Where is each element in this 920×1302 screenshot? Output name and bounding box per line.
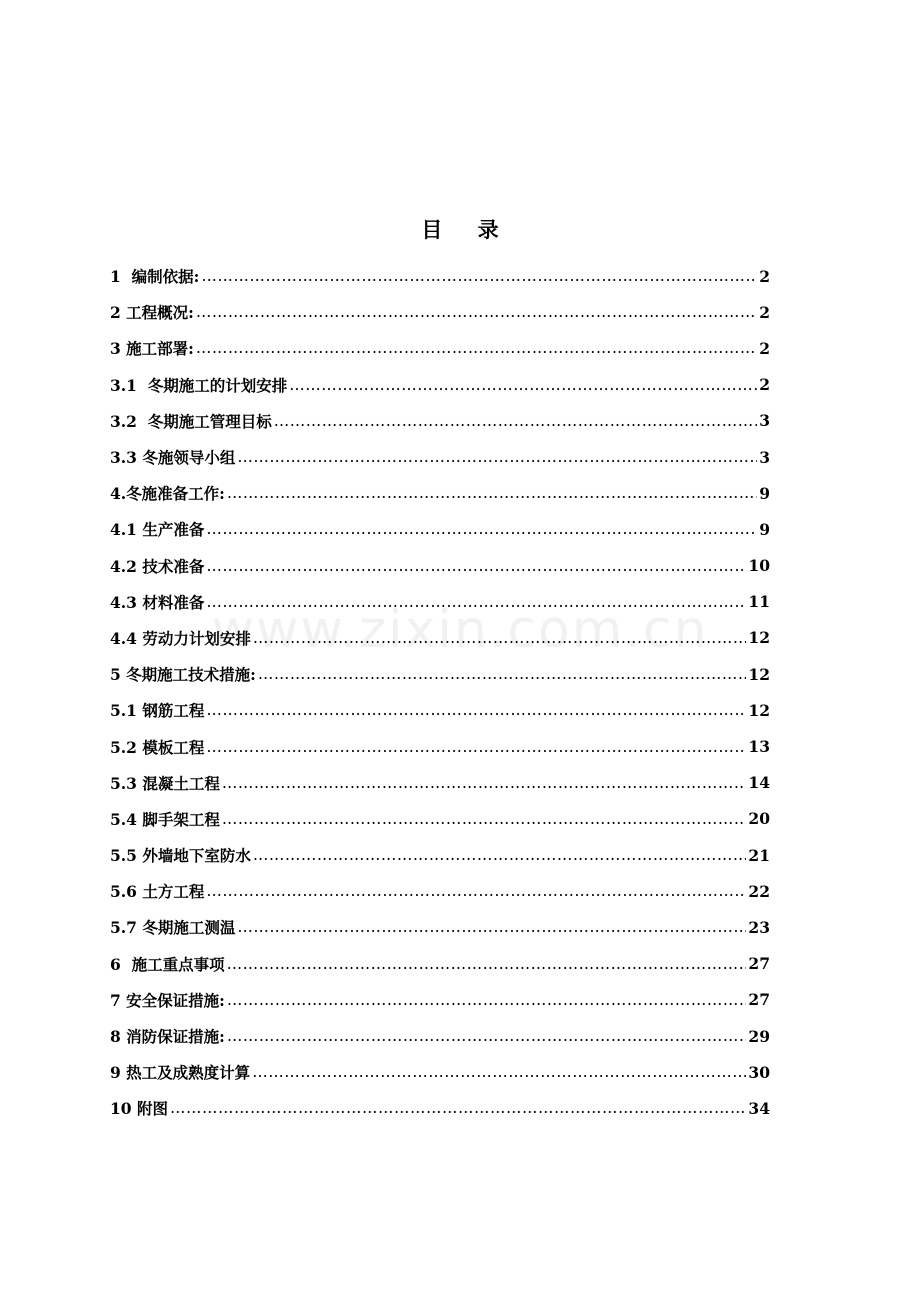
toc-entry-label: 5.2 模板工程 bbox=[110, 737, 205, 757]
toc-page-number: 20 bbox=[748, 809, 770, 829]
leader-dots bbox=[227, 991, 747, 1009]
toc-page-number: 12 bbox=[748, 628, 770, 648]
toc-page-number: 2 bbox=[759, 338, 770, 358]
leader-dots bbox=[237, 918, 746, 936]
leader-dots bbox=[196, 339, 757, 357]
toc-entry[interactable] bbox=[110, 330, 770, 366]
toc-entry-label: 2 工程概况: bbox=[110, 303, 194, 323]
toc-entry-label: 1 编制依据: bbox=[110, 267, 200, 287]
leader-dots bbox=[252, 1063, 746, 1081]
toc-page-number: 12 bbox=[748, 664, 770, 684]
toc-page-number: 11 bbox=[748, 592, 770, 612]
toc-page-number: 2 bbox=[759, 266, 770, 286]
leader-dots bbox=[170, 1099, 746, 1117]
toc-page-number: 9 bbox=[759, 519, 770, 539]
table-of-contents bbox=[110, 258, 770, 1127]
toc-entry[interactable] bbox=[110, 837, 770, 873]
toc-page-number: 3 bbox=[759, 411, 770, 431]
toc-page-number: 21 bbox=[748, 845, 770, 865]
leader-dots bbox=[253, 846, 747, 864]
toc-page-number: 30 bbox=[748, 1062, 770, 1082]
leader-dots bbox=[206, 738, 746, 756]
toc-entry-label: 3.3 冬施领导小组 bbox=[110, 448, 236, 468]
leader-dots bbox=[227, 955, 747, 973]
leader-dots bbox=[206, 701, 746, 719]
toc-entry-label: 5.6 土方工程 bbox=[110, 882, 205, 902]
toc-page-number: 34 bbox=[748, 1098, 770, 1118]
toc-entry-label: 4.2 技术准备 bbox=[110, 556, 205, 576]
leader-dots bbox=[196, 303, 757, 321]
toc-entry[interactable] bbox=[110, 439, 770, 475]
toc-entry-label: 3.1 冬期施工的计划安排 bbox=[110, 375, 288, 395]
toc-page-number: 2 bbox=[759, 302, 770, 322]
toc-entry[interactable] bbox=[110, 1054, 770, 1090]
toc-entry[interactable] bbox=[110, 692, 770, 728]
toc-entry[interactable] bbox=[110, 801, 770, 837]
toc-entry-label: 7 安全保证措施: bbox=[110, 990, 225, 1010]
leader-dots bbox=[206, 882, 746, 900]
toc-entry[interactable] bbox=[110, 1090, 770, 1126]
toc-entry[interactable] bbox=[110, 728, 770, 764]
toc-entry-label: 5.1 钢筋工程 bbox=[110, 701, 205, 721]
toc-entry[interactable] bbox=[110, 475, 770, 511]
toc-entry-label: 4.冬施准备工作: bbox=[110, 484, 225, 504]
toc-page-number: 3 bbox=[759, 447, 770, 467]
toc-entry[interactable] bbox=[110, 873, 770, 909]
toc-page-number: 2 bbox=[759, 375, 770, 395]
toc-entry-label: 6 施工重点事项 bbox=[110, 954, 225, 974]
toc-title: 目 录 bbox=[421, 217, 513, 242]
toc-entry[interactable] bbox=[110, 511, 770, 547]
toc-page-number: 27 bbox=[748, 954, 770, 974]
toc-entry[interactable] bbox=[110, 946, 770, 982]
toc-page-number: 23 bbox=[748, 917, 770, 937]
leader-dots bbox=[253, 629, 747, 647]
leader-dots bbox=[258, 665, 747, 683]
toc-entry[interactable] bbox=[110, 258, 770, 294]
toc-entry[interactable] bbox=[110, 367, 770, 403]
toc-entry[interactable] bbox=[110, 656, 770, 692]
toc-page-number: 9 bbox=[759, 483, 770, 503]
toc-entry[interactable] bbox=[110, 584, 770, 620]
toc-entry-label: 4.4 劳动力计划安排 bbox=[110, 628, 251, 648]
toc-entry-label: 5.3 混凝土工程 bbox=[110, 773, 220, 793]
toc-entry[interactable] bbox=[110, 982, 770, 1018]
toc-entry-label: 5.5 外墙地下室防水 bbox=[110, 846, 251, 866]
toc-entry-label: 4.3 材料准备 bbox=[110, 592, 205, 612]
toc-entry-label: 3 施工部署: bbox=[110, 339, 194, 359]
toc-page-number: 12 bbox=[748, 700, 770, 720]
toc-entry-label: 3.2 冬期施工管理目标 bbox=[110, 411, 272, 431]
toc-entry[interactable] bbox=[110, 548, 770, 584]
toc-page-number: 10 bbox=[748, 556, 770, 576]
toc-entry[interactable] bbox=[110, 620, 770, 656]
watermark: www.zixin.com.cn bbox=[211, 600, 709, 660]
toc-page-number: 27 bbox=[748, 990, 770, 1010]
toc-entry-label: 5.4 脚手架工程 bbox=[110, 809, 220, 829]
toc-entry-label: 5 冬期施工技术措施: bbox=[110, 665, 256, 685]
leader-dots bbox=[201, 267, 757, 285]
leader-dots bbox=[274, 412, 757, 430]
toc-entry-label: 5.7 冬期施工测温 bbox=[110, 918, 236, 938]
leader-dots bbox=[206, 593, 746, 611]
leader-dots bbox=[289, 376, 757, 394]
leader-dots bbox=[227, 1027, 747, 1045]
leader-dots bbox=[222, 810, 747, 828]
toc-entry-label: 4.1 生产准备 bbox=[110, 520, 205, 540]
toc-entry-label: 9 热工及成熟度计算 bbox=[110, 1063, 251, 1083]
leader-dots bbox=[206, 557, 746, 575]
toc-page-number: 22 bbox=[748, 881, 770, 901]
toc-entry[interactable] bbox=[110, 765, 770, 801]
toc-page-number: 13 bbox=[748, 737, 770, 757]
toc-entry-label: 8 消防保证措施: bbox=[110, 1027, 225, 1047]
leader-dots bbox=[227, 484, 757, 502]
toc-page-number: 29 bbox=[748, 1026, 770, 1046]
toc-entry[interactable] bbox=[110, 294, 770, 330]
leader-dots bbox=[222, 774, 747, 792]
leader-dots bbox=[237, 448, 757, 466]
toc-entry[interactable] bbox=[110, 1018, 770, 1054]
toc-entry[interactable] bbox=[110, 909, 770, 945]
toc-entry-label: 10 附图 bbox=[110, 1099, 168, 1119]
toc-entry[interactable] bbox=[110, 403, 770, 439]
toc-page-number: 14 bbox=[748, 773, 770, 793]
leader-dots bbox=[206, 520, 757, 538]
